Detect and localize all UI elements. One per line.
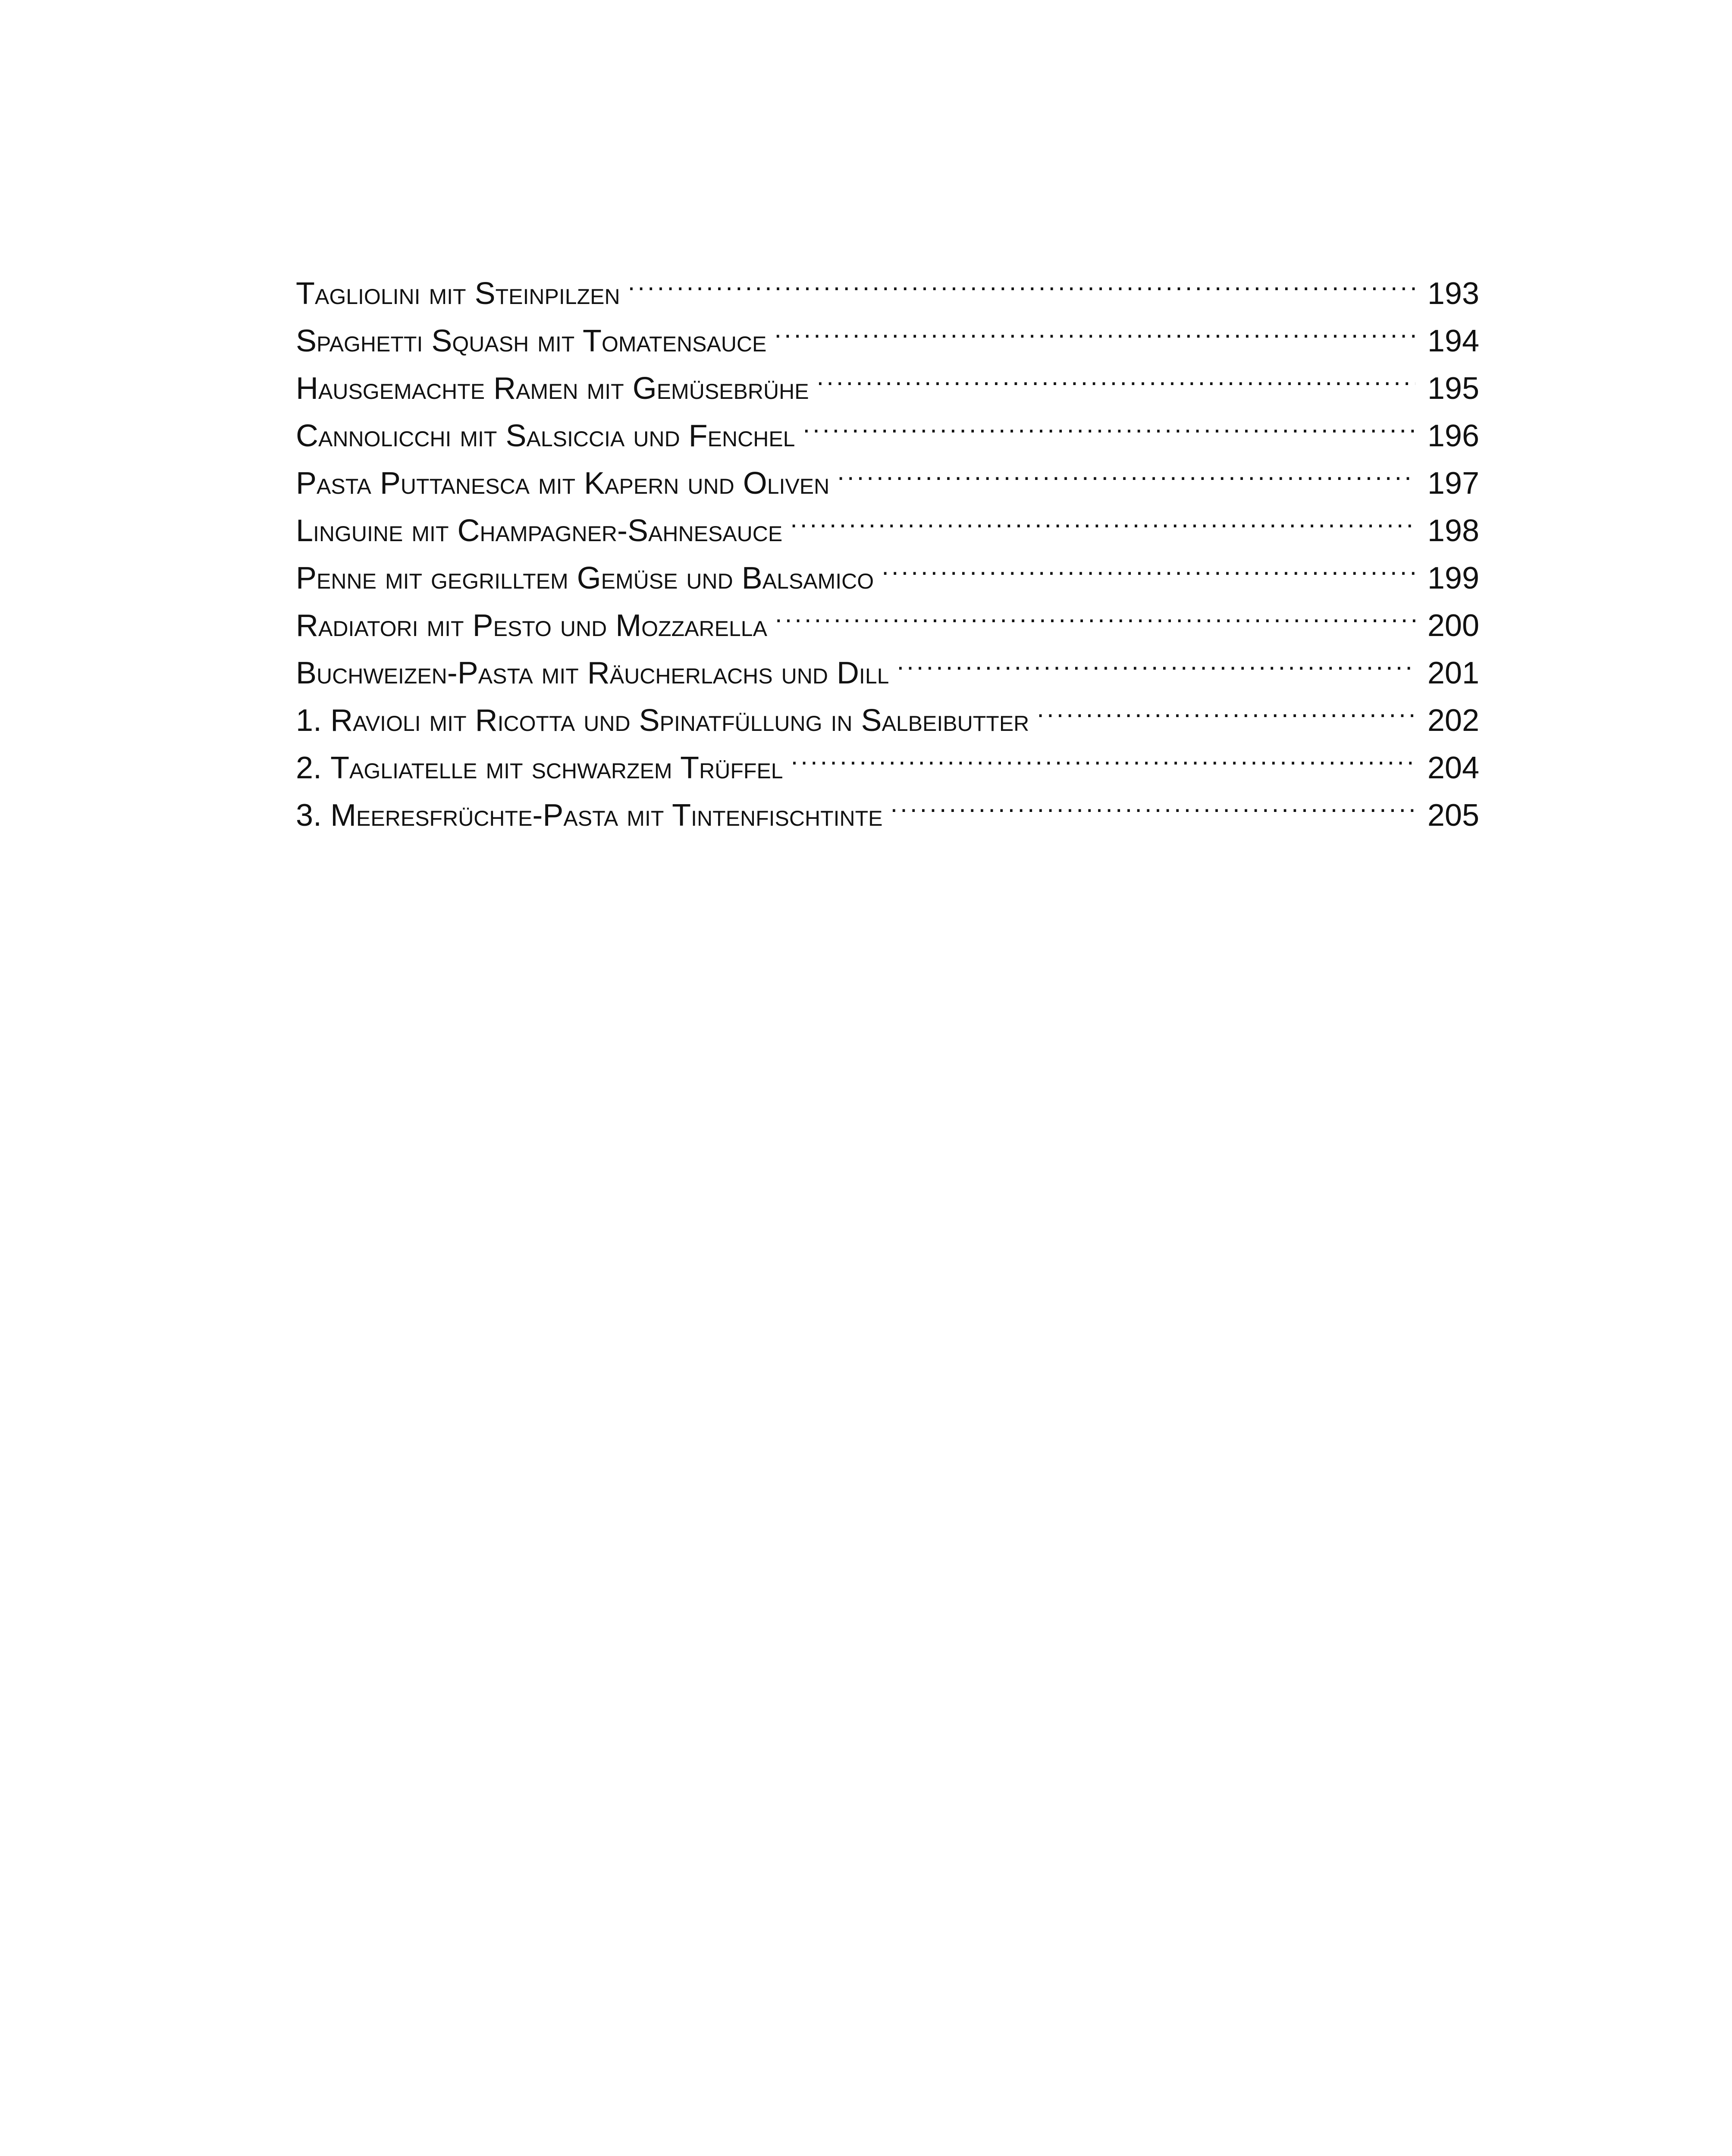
toc-dot-leader [891, 778, 1416, 826]
toc-entry-page: 205 [1427, 798, 1479, 833]
toc-dot-leader [774, 304, 1415, 351]
toc-entry[interactable] [296, 257, 1479, 311]
toc-entry-page: 199 [1427, 561, 1479, 595]
toc-entry-title: Spaghetti Squash mit Tomatensauce [296, 324, 767, 358]
toc-dot-leader [803, 399, 1416, 446]
toc-entry-title: Radiatori mit Pesto und Mozzarella [296, 608, 767, 643]
toc-entry-page: 201 [1427, 656, 1479, 690]
toc-entry-title: 1. Ravioli mit Ricotta und Spinatfüllung in Salbeibutter [296, 703, 1029, 738]
toc-entry-title: 2. Tagliatelle mit schwarzem Trüffel [296, 751, 783, 785]
table-of-contents [296, 257, 1479, 833]
toc-dot-leader [628, 257, 1415, 304]
toc-dot-leader [775, 589, 1415, 636]
toc-entry-page: 204 [1427, 751, 1479, 785]
toc-entry-title: Tagliolini mit Steinpilzen [296, 276, 620, 311]
toc-entry-page: 200 [1427, 608, 1479, 643]
toc-entry-title: Hausgemachte Ramen mit Gemüsebrühe [296, 371, 809, 406]
toc-dot-leader [817, 351, 1415, 399]
toc-dot-leader [790, 494, 1415, 541]
toc-dot-leader [1037, 683, 1415, 731]
toc-dot-leader [791, 731, 1415, 778]
toc-entry-title: Linguine mit Champagner-Sahnesauce [296, 514, 783, 548]
toc-dot-leader [882, 541, 1415, 589]
toc-entry-page: 197 [1427, 466, 1479, 501]
toc-entry-page: 195 [1427, 371, 1479, 406]
toc-entry-title: Penne mit gegrilltem Gemüse und Balsamico [296, 561, 874, 595]
toc-entry-title: 3. Meeresfrüchte-Pasta mit Tintenfischtinte [296, 798, 883, 833]
toc-entry-title: Pasta Puttanesca mit Kapern und Oliven [296, 466, 830, 501]
toc-entry-page: 202 [1427, 703, 1479, 738]
toc-entry-page: 196 [1427, 419, 1479, 453]
toc-entry-title: Buchweizen-Pasta mit Räucherlachs und Dill [296, 656, 889, 690]
toc-dot-leader [897, 636, 1415, 683]
toc-entry-page: 193 [1427, 276, 1479, 311]
toc-dot-leader [837, 446, 1415, 494]
toc-entry-title: Cannolicchi mit Salsiccia und Fenchel [296, 419, 795, 453]
toc-entry-page: 194 [1427, 324, 1479, 358]
toc-entry-page: 198 [1427, 514, 1479, 548]
